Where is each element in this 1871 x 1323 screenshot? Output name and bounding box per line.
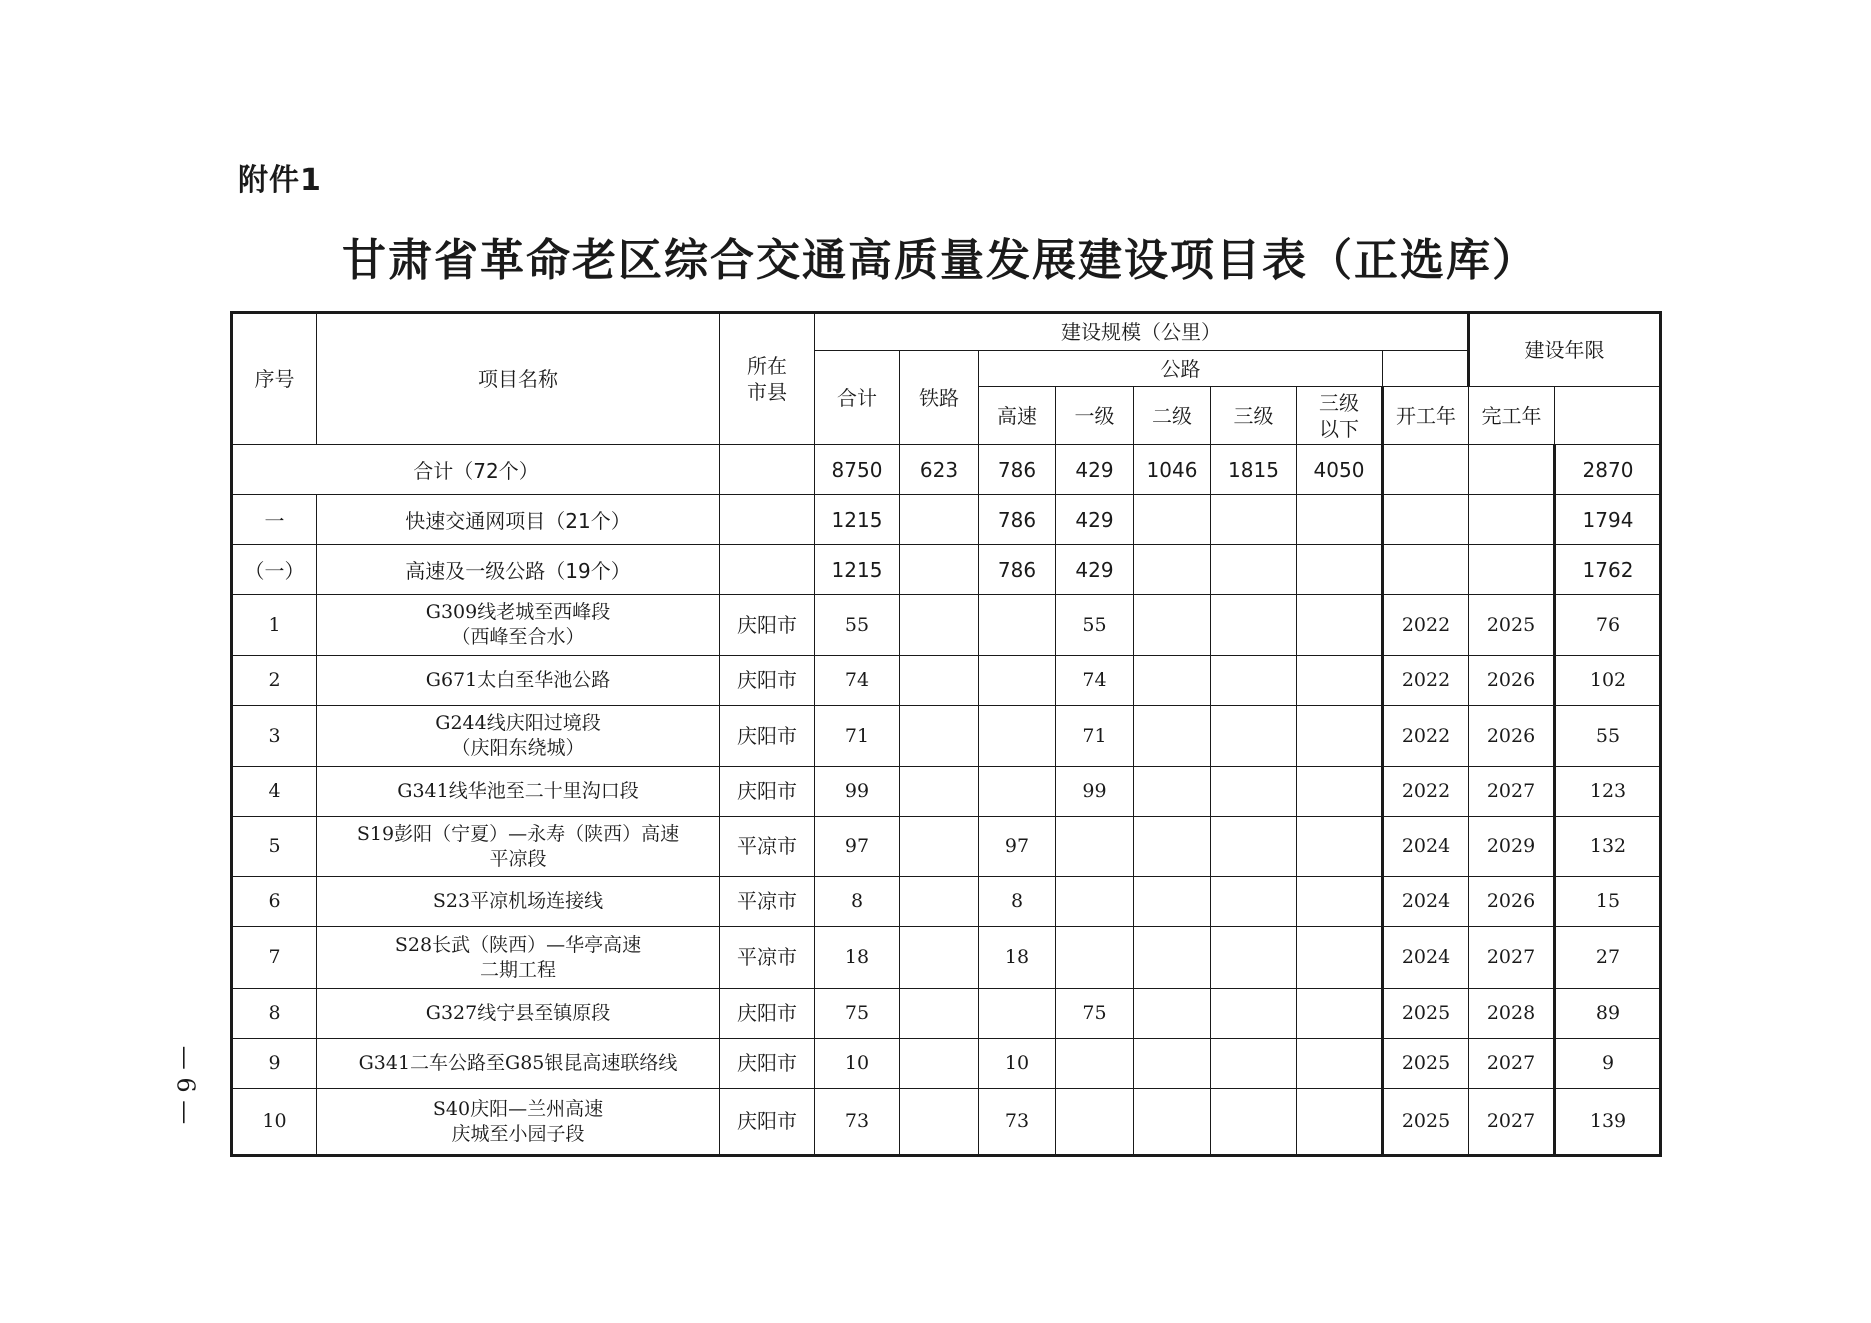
row-end-year: 2028 <box>1469 989 1555 1039</box>
row-grade2 <box>1134 656 1211 706</box>
row-end-year: 2026 <box>1469 656 1555 706</box>
row-project-name: G309线老城至西峰段 （西峰至合水） <box>317 595 720 656</box>
summary-total: 1215 <box>815 495 900 545</box>
row-seq: 7 <box>232 927 317 989</box>
row-railway <box>900 1039 979 1089</box>
row-total: 75 <box>815 989 900 1039</box>
row-seq: 3 <box>232 706 317 767</box>
row-seq: 9 <box>232 1039 317 1089</box>
summary-grade3-below <box>1297 545 1383 595</box>
row-seq: 8 <box>232 989 317 1039</box>
row-total: 71 <box>815 706 900 767</box>
row-grade2 <box>1134 595 1211 656</box>
row-railway <box>900 877 979 927</box>
header-railway: 铁路 <box>900 351 979 445</box>
row-start-year: 2024 <box>1383 927 1469 989</box>
row-grade3-below <box>1297 1039 1383 1089</box>
row-seq: 5 <box>232 817 317 877</box>
row-grade3-below <box>1297 989 1383 1039</box>
row-project-name: S23平凉机场连接线 <box>317 877 720 927</box>
summary-row-total <box>232 445 1661 495</box>
summary-expressway: 786 <box>979 495 1056 545</box>
row-grade1: 74 <box>1056 656 1134 706</box>
table-row <box>232 927 1661 989</box>
table-row <box>232 1039 1661 1089</box>
summary-label: 合计（72个） <box>232 445 720 495</box>
row-grade3 <box>1211 1089 1297 1156</box>
table-row <box>232 656 1661 706</box>
summary-start <box>1383 495 1469 545</box>
summary-grade2: 1046 <box>1134 445 1211 495</box>
row-expressway <box>979 767 1056 817</box>
row-investment: 55 <box>1555 706 1661 767</box>
row-railway <box>900 989 979 1039</box>
row-seq: 10 <box>232 1089 317 1156</box>
summary-row-group <box>232 495 1661 545</box>
row-grade3-below <box>1297 706 1383 767</box>
row-project-name: G671太白至华池公路 <box>317 656 720 706</box>
row-start-year: 2024 <box>1383 877 1469 927</box>
project-table <box>230 311 1662 1157</box>
header-end-year: 完工年 <box>1469 387 1555 445</box>
row-grade1: 75 <box>1056 989 1134 1039</box>
row-city: 平凉市 <box>720 927 815 989</box>
row-grade3 <box>1211 706 1297 767</box>
row-project-name: S40庆阳—兰州高速 庆城至小园子段 <box>317 1089 720 1156</box>
row-railway <box>900 706 979 767</box>
row-investment: 123 <box>1555 767 1661 817</box>
table-row <box>232 767 1661 817</box>
row-railway <box>900 767 979 817</box>
row-grade1: 55 <box>1056 595 1134 656</box>
row-seq: 1 <box>232 595 317 656</box>
table-row <box>232 989 1661 1039</box>
row-total: 55 <box>815 595 900 656</box>
summary-grade1: 429 <box>1056 495 1134 545</box>
summary-grade1: 429 <box>1056 545 1134 595</box>
row-investment: 102 <box>1555 656 1661 706</box>
summary-end <box>1469 545 1555 595</box>
row-grade1 <box>1056 1089 1134 1156</box>
row-grade2 <box>1134 1039 1211 1089</box>
row-grade3 <box>1211 595 1297 656</box>
row-grade3-below <box>1297 767 1383 817</box>
header-scale-group: 建设规模（公里） <box>815 313 1469 351</box>
row-grade2 <box>1134 817 1211 877</box>
row-project-name: G341线华池至二十里沟口段 <box>317 767 720 817</box>
header-name: 项目名称 <box>317 313 720 445</box>
row-investment: 89 <box>1555 989 1661 1039</box>
table-row <box>232 1089 1661 1156</box>
row-city: 庆阳市 <box>720 706 815 767</box>
summary-grade2 <box>1134 495 1211 545</box>
row-total: 99 <box>815 767 900 817</box>
row-railway <box>900 1089 979 1156</box>
row-grade1 <box>1056 1039 1134 1089</box>
summary-investment: 2870 <box>1555 445 1661 495</box>
row-railway <box>900 595 979 656</box>
summary-railway <box>900 495 979 545</box>
row-total: 97 <box>815 817 900 877</box>
summary-city <box>720 445 815 495</box>
summary-grade3 <box>1211 495 1297 545</box>
row-start-year: 2022 <box>1383 595 1469 656</box>
summary-grade3-below <box>1297 495 1383 545</box>
row-grade2 <box>1134 989 1211 1039</box>
row-start-year: 2022 <box>1383 656 1469 706</box>
row-end-year: 2027 <box>1469 767 1555 817</box>
row-railway <box>900 927 979 989</box>
row-investment: 9 <box>1555 1039 1661 1089</box>
row-expressway: 10 <box>979 1039 1056 1089</box>
header-highway-group: 公路 <box>979 351 1383 387</box>
summary-railway <box>900 545 979 595</box>
summary-seq: 一 <box>232 495 317 545</box>
row-total: 18 <box>815 927 900 989</box>
summary-expressway: 786 <box>979 445 1056 495</box>
summary-grade2 <box>1134 545 1211 595</box>
header-start-year: 开工年 <box>1383 387 1469 445</box>
summary-grade3: 1815 <box>1211 445 1297 495</box>
row-total: 8 <box>815 877 900 927</box>
row-seq: 4 <box>232 767 317 817</box>
row-city: 庆阳市 <box>720 1089 815 1156</box>
row-grade2 <box>1134 1089 1211 1156</box>
row-start-year: 2022 <box>1383 767 1469 817</box>
summary-expressway: 786 <box>979 545 1056 595</box>
row-grade2 <box>1134 927 1211 989</box>
row-end-year: 2025 <box>1469 595 1555 656</box>
row-end-year: 2027 <box>1469 1089 1555 1156</box>
row-investment: 139 <box>1555 1089 1661 1156</box>
header-grade3-below: 三级 以下 <box>1297 387 1383 445</box>
summary-grade3-below: 4050 <box>1297 445 1383 495</box>
row-railway <box>900 817 979 877</box>
row-total: 73 <box>815 1089 900 1156</box>
row-seq: 6 <box>232 877 317 927</box>
row-expressway: 73 <box>979 1089 1056 1156</box>
summary-end <box>1469 445 1555 495</box>
row-city: 庆阳市 <box>720 656 815 706</box>
row-grade3 <box>1211 817 1297 877</box>
summary-investment: 1762 <box>1555 545 1661 595</box>
row-start-year: 2022 <box>1383 706 1469 767</box>
page-number-text: — 6 — <box>171 1045 199 1125</box>
row-railway <box>900 656 979 706</box>
header-total: 合计 <box>815 351 900 445</box>
row-city: 庆阳市 <box>720 989 815 1039</box>
row-grade1: 99 <box>1056 767 1134 817</box>
table-row <box>232 595 1661 656</box>
row-end-year: 2027 <box>1469 1039 1555 1089</box>
row-start-year: 2025 <box>1383 1089 1469 1156</box>
summary-start <box>1383 545 1469 595</box>
row-grade3-below <box>1297 927 1383 989</box>
header-grade3: 三级 <box>1211 387 1297 445</box>
row-grade3 <box>1211 767 1297 817</box>
summary-end <box>1469 495 1555 545</box>
row-investment: 27 <box>1555 927 1661 989</box>
row-expressway <box>979 706 1056 767</box>
row-end-year: 2026 <box>1469 877 1555 927</box>
row-grade2 <box>1134 706 1211 767</box>
row-expressway <box>979 989 1056 1039</box>
row-project-name: G327线宁县至镇原段 <box>317 989 720 1039</box>
summary-city <box>720 545 815 595</box>
table-row <box>232 706 1661 767</box>
project-rows <box>232 595 1661 1156</box>
row-grade3 <box>1211 877 1297 927</box>
row-grade1: 71 <box>1056 706 1134 767</box>
row-city: 庆阳市 <box>720 1039 815 1089</box>
row-grade3-below <box>1297 656 1383 706</box>
annex-label: 附件1 <box>238 163 322 198</box>
row-grade3 <box>1211 1039 1297 1089</box>
row-expressway: 97 <box>979 817 1056 877</box>
header-grade2: 二级 <box>1134 387 1211 445</box>
table-row <box>232 817 1661 877</box>
table-row <box>232 877 1661 927</box>
summary-railway: 623 <box>900 445 979 495</box>
row-total: 10 <box>815 1039 900 1089</box>
row-seq: 2 <box>232 656 317 706</box>
summary-label: 高速及一级公路（19个） <box>317 545 720 595</box>
header-period-group: 建设年限 <box>1469 313 1661 387</box>
row-city: 庆阳市 <box>720 767 815 817</box>
summary-label: 快速交通网项目（21个） <box>317 495 720 545</box>
row-expressway: 8 <box>979 877 1056 927</box>
summary-row-subgroup <box>232 545 1661 595</box>
summary-start <box>1383 445 1469 495</box>
header-expressway: 高速 <box>979 387 1056 445</box>
row-grade3-below <box>1297 595 1383 656</box>
summary-total: 8750 <box>815 445 900 495</box>
row-investment: 15 <box>1555 877 1661 927</box>
row-investment: 76 <box>1555 595 1661 656</box>
row-city: 平凉市 <box>720 877 815 927</box>
row-expressway <box>979 595 1056 656</box>
summary-grade1: 429 <box>1056 445 1134 495</box>
summary-investment: 1794 <box>1555 495 1661 545</box>
row-grade1 <box>1056 877 1134 927</box>
summary-grade3 <box>1211 545 1297 595</box>
row-project-name: S28长武（陕西）—华亭高速 二期工程 <box>317 927 720 989</box>
row-expressway: 18 <box>979 927 1056 989</box>
header-grade1: 一级 <box>1056 387 1134 445</box>
row-grade3-below <box>1297 1089 1383 1156</box>
row-start-year: 2025 <box>1383 989 1469 1039</box>
row-start-year: 2024 <box>1383 817 1469 877</box>
row-start-year: 2025 <box>1383 1039 1469 1089</box>
row-project-name: G244线庆阳过境段 （庆阳东绕城） <box>317 706 720 767</box>
row-total: 74 <box>815 656 900 706</box>
row-end-year: 2026 <box>1469 706 1555 767</box>
row-expressway <box>979 656 1056 706</box>
summary-city <box>720 495 815 545</box>
row-city: 平凉市 <box>720 817 815 877</box>
row-end-year: 2029 <box>1469 817 1555 877</box>
row-grade3 <box>1211 927 1297 989</box>
row-grade1 <box>1056 817 1134 877</box>
row-grade1 <box>1056 927 1134 989</box>
page-title: 甘肃省革命老区综合交通高质量发展建设项目表（正选库） <box>342 235 1538 286</box>
row-project-name: S19彭阳（宁夏）—永寿（陕西）高速 平凉段 <box>317 817 720 877</box>
header-location: 所在 市县 <box>720 313 815 445</box>
row-city: 庆阳市 <box>720 595 815 656</box>
header-seq: 序号 <box>232 313 317 445</box>
row-project-name: G341二车公路至G85银昆高速联络线 <box>317 1039 720 1089</box>
summary-total: 1215 <box>815 545 900 595</box>
row-investment: 132 <box>1555 817 1661 877</box>
row-grade2 <box>1134 877 1211 927</box>
row-grade3 <box>1211 656 1297 706</box>
row-grade2 <box>1134 767 1211 817</box>
page-number <box>165 1020 205 1150</box>
row-grade3-below <box>1297 817 1383 877</box>
row-grade3 <box>1211 989 1297 1039</box>
row-grade3-below <box>1297 877 1383 927</box>
row-end-year: 2027 <box>1469 927 1555 989</box>
summary-seq: （一） <box>232 545 317 595</box>
